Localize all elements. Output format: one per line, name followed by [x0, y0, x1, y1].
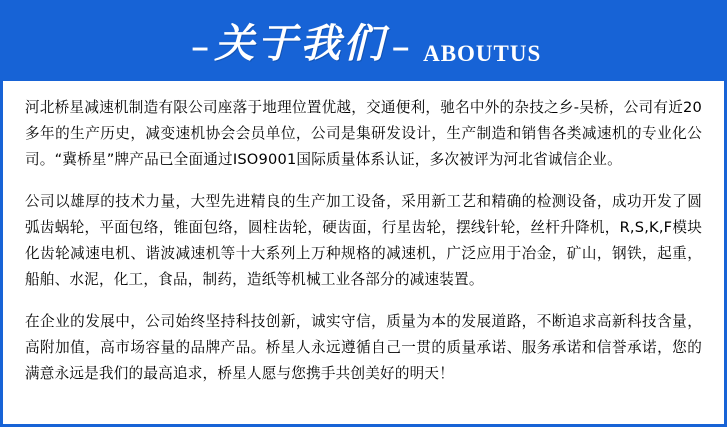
about-us-body [3, 81, 724, 424]
header-left-dash: – [191, 31, 209, 64]
paragraph-company-intro: 河北桥星减速机制造有限公司座落于地理位置优越，交通便利，驰名中外的杂技之乡-吴桥，公司有近20多年的生产历史，减变速机协会会员单位，公司是集研发设计，生产制造和销售各类减速机的专业化公司。“冀桥星”牌产品已全面通过ISO9001国际质量体系认证，多次被评为河北省诚信企业。 [25, 99, 702, 168]
page-title-english: ABOUTUS [423, 41, 542, 66]
page-header-banner [3, 3, 724, 81]
header-right-dash: – [392, 31, 410, 64]
page-title-chinese: 关于我们 [214, 20, 387, 67]
header-title-group [186, 20, 542, 67]
paragraph-products-technology: 公司以雄厚的技术力量，大型先进精良的生产加工设备，采用新工艺和精确的检测设备，成功开发了圆弧齿蜗轮，平面包络，锥面包络，圆柱齿轮，硬齿面，行星齿轮，摆线针轮，丝杆升降机，R,S,K,F模块化齿轮减速电机、谐波减速机等十大系列上万种规格的减速机，广泛应用于冶金，矿山，钢铁，起重，船舶、水泥，化工，食品，制药，造纸等机械工业各部分的减速装置。 [25, 193, 702, 288]
paragraph-company-vision: 在企业的发展中，公司始终坚持科技创新，诚实守信，质量为本的发展道路，不断追求高新科技含量，高附加值，高市场容量的品牌产品。桥星人永远遵循自己一贯的质量承诺、服务承诺和信誉承诺，您的满意永远是我们的最高追求，桥星人愿与您携手共创美好的明天！ [25, 313, 702, 382]
